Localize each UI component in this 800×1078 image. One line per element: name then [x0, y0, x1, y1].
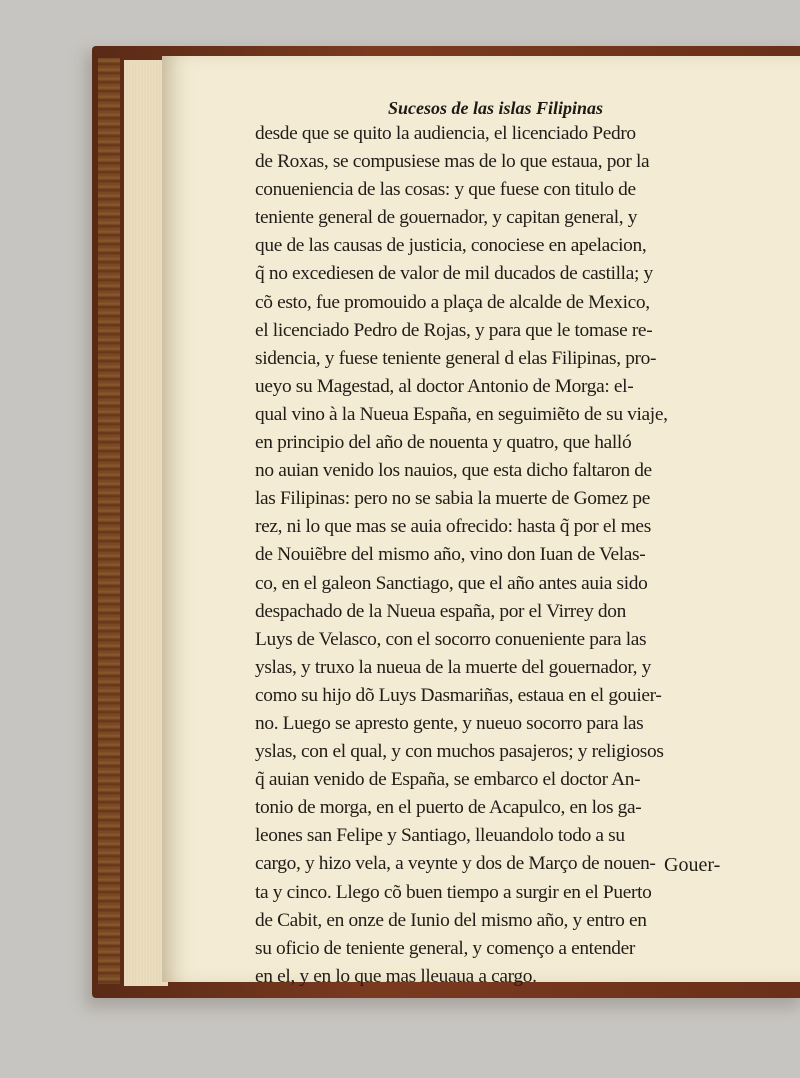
text-line: q̃ no excediesen de valor de mil ducados de castilla; y [255, 263, 653, 285]
text-line: rez, ni lo que mas se auia ofrecido: hasta q̃ por el mes [255, 516, 651, 538]
text-line: sidencia, y fuese teniente general d elas Filipinas, pro- [255, 347, 657, 369]
cover-gilt-tooling [98, 58, 120, 984]
text-line: el licenciado Pedro de Rojas, y para que le tomase re- [255, 319, 653, 341]
text-line: despachado de la Nueua españa, por el Virrey don [255, 600, 626, 622]
text-line: de Cabit, en onze de Iunio del mismo año, y entro en [255, 909, 647, 931]
text-line: cõ esto, fue promouido a plaça de alcalde de Mexico, [255, 291, 650, 313]
text-line: en el, y en lo que mas lleuaua a cargo. [255, 965, 537, 987]
text-line: que de las causas de justicia, conociese en apelacion, [255, 235, 647, 257]
text-line: no auian venido los nauios, que esta dicho faltaron de [255, 460, 652, 482]
text-line: tonio de morga, en el puerto de Acapulco, en los ga- [255, 797, 642, 819]
text-line: q̃ auian venido de España, se embarco el doctor An- [255, 769, 641, 791]
text-line: conueniencia de las cosas: y que fuese con titulo de [255, 179, 636, 201]
text-line: co, en el galeon Sanctiago, que el año antes auia sido [255, 572, 648, 594]
text-line: yslas, con el qual, y con muchos pasajeros; y religiosos [255, 741, 664, 763]
text-line: las Filipinas: pero no se sabia la muerte de Gomez pe [255, 488, 650, 510]
text-line: leones san Felipe y Santiago, lleuandolo todo a su [255, 825, 625, 847]
text-line: ta y cinco. Llego cõ buen tiempo a surgir en el Puerto [255, 881, 652, 903]
text-line: como su hijo dõ Luys Dasmariñas, estaua en el gouier- [255, 684, 662, 706]
text-line: teniente general de gouernador, y capitan general, y [255, 207, 638, 229]
text-line: su oficio de teniente general, y començo a entender [255, 937, 636, 959]
text-line: yslas, y truxo la nueua de la muerte del gouernador, y [255, 656, 652, 678]
text-line: no. Luego se apresto gente, y nueuo socorro para las [255, 712, 644, 734]
text-line: cargo, y hizo vela, a veynte y dos de Março de nouen- [255, 853, 656, 875]
text-line: qual vino à la Nueua España, en seguimiẽto de su viaje, [255, 403, 668, 425]
text-line: de Nouiẽbre del mismo año, vino don Iuan de Velas- [255, 544, 646, 566]
catchword: Gouer- [664, 854, 721, 876]
text-line: ueyo su Magestad, al doctor Antonio de Morga: el- [255, 375, 634, 397]
text-line: Luys de Velasco, con el socorro conueniente para las [255, 628, 647, 650]
text-line: desde que se quito la audiencia, el licenciado Pedro [255, 123, 636, 144]
running-title: Sucesos de las islas Filipinas [388, 98, 604, 118]
text-line: en principio del año de nouenta y quatro, que halló [255, 432, 632, 454]
text-line: de Roxas, se compusiese mas de lo que estaua, por la [255, 151, 650, 173]
